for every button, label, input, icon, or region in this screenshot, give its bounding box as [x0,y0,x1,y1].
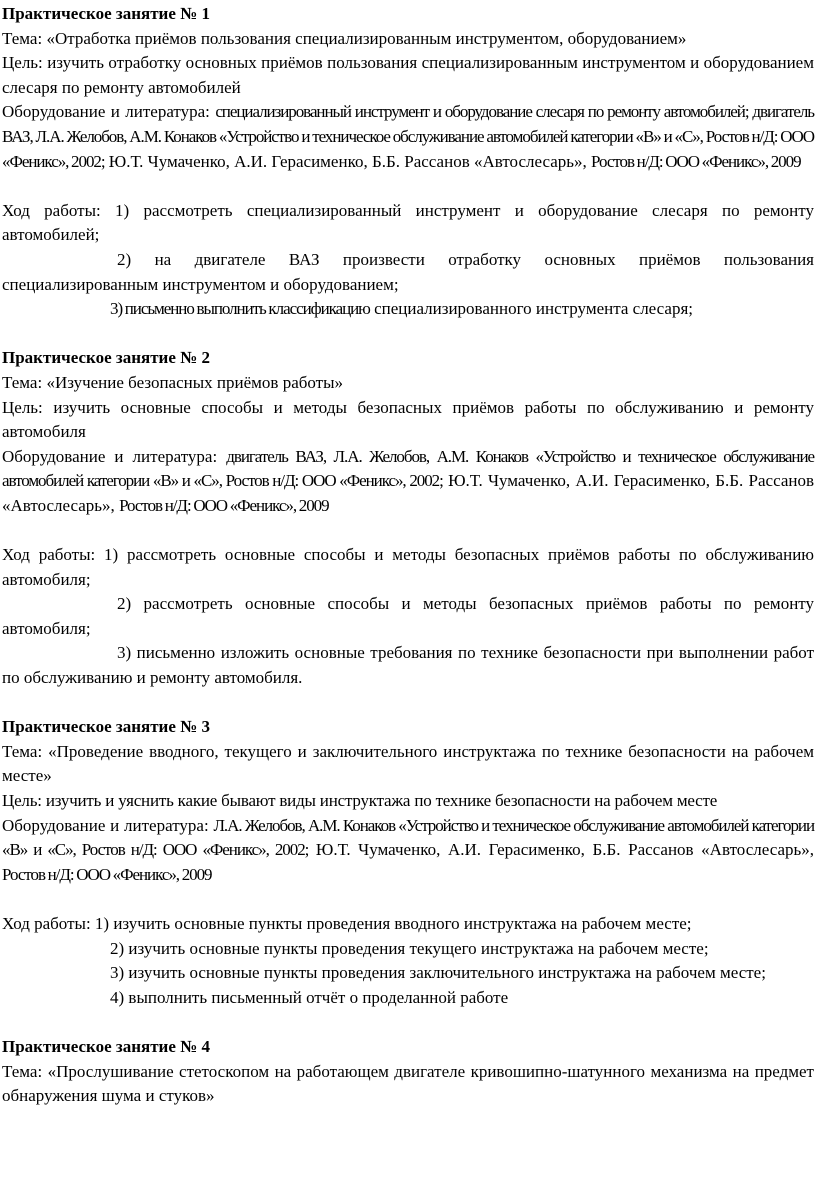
lesson-goal: Цель: изучить и уяснить какие бывают виды инструктажа по технике безопасности на рабочем месте [2,791,718,810]
equipment-label: Оборудование и литература: [2,102,216,122]
lesson-topic: Тема: «Проведение вводного, текущего и заключительного инструктажа по технике безопасности на рабочем месте» [2,741,814,786]
step-text-condensed: 3) письменно выполнить классификацию [110,299,370,319]
lesson-step: Ход работы: 1) изучить основные пункты проведения вводного инструктажа на рабочем месте; [2,913,692,933]
lesson-title: Практическое занятие № 2 [2,348,210,368]
lesson-step [2,297,814,322]
lesson-title: Практическое занятие № 1 [2,4,210,23]
equipment-label: Оборудование и литература: [2,815,214,835]
lesson-1 [2,2,814,322]
step-text: специализированного инструмента слесаря; [369,299,693,319]
lesson-goal: Цель: изучить отработку основных приёмов пользования специализированным инструментом и оборудованием слесаря по ремонту автомобилей [2,53,814,97]
lesson-2 [2,346,814,690]
lesson-equipment [2,100,814,174]
equipment-publisher: Ростов н/Д: ООО «Феникс», 2009 [591,151,801,171]
lesson-step: 2) рассмотреть основные способы и методы безопасных приёмов работы по ремонту автомобиля; [2,594,814,638]
lesson-title: Практическое занятие № 4 [2,1036,210,1056]
lesson-title: Практическое занятие № 3 [2,717,210,737]
lesson-topic: Тема: «Отработка приёмов пользования специализированным инструментом, оборудованием» [2,28,687,48]
equipment-text: двигатель ВАЗ, Л.А. Желобов, А.М. Конаков «Устройство и техническое обслуживание автомобилей категории «В» и «С», Ростов н/Д: ООО «Феникс», 2002; [2,446,814,491]
lesson-step: 2) изучить основные пункты проведения текущего инструктажа на рабочем месте; [110,938,709,958]
lesson-4 [2,1035,814,1109]
lesson-step: 4) выполнить письменный отчёт о проделанной работе [110,987,509,1007]
lesson-equipment [2,445,814,519]
equipment-publisher: Ростов н/Д: ООО «Феникс», 2009 [2,864,212,884]
equipment-text: специализированный инструмент и оборудование слесаря по ремонту автомобилей; двигатель ВАЗ, Л.А. Желобов, А.М. Конаков «Устройство и техническое обслуживание автомобилей категории «В» и «С», Ростов н/Д: ООО «Феникс», 2002; [2,102,814,171]
lesson-goal: Цель: изучить основные способы и методы безопасных приёмов работы по обслуживанию и ремонту автомобиля [2,397,814,442]
lesson-topic: Тема: «Изучение безопасных приёмов работы» [2,372,344,392]
lesson-topic: Тема: «Прослушивание стетоскопом на работающем двигателе кривошипно-шатунного механизма на предмет обнаружения шума и стуков» [2,1061,814,1106]
equipment-book: Ю.Т. Чумаченко, А.И. Герасименко, Б.Б. Рассанов «Автослесарь», [2,471,815,515]
equipment-publisher: Ростов н/Д: ООО «Феникс», 2009 [119,495,329,515]
lesson-step: Ход работы: 1) рассмотреть основные способы и методы безопасных приёмов работы по обслуживанию автомобиля; [2,545,814,589]
lesson-step: 3) изучить основные пункты проведения заключительного инструктажа на рабочем месте; [110,963,766,983]
lesson-equipment [2,814,814,888]
equipment-book: Ю.Т. Чумаченко, А.И. Герасименко, Б.Б. Рассанов «Автослесарь», [308,840,814,860]
equipment-book: Ю.Т. Чумаченко, А.И. Герасименко, Б.Б. Рассанов «Автослесарь», [104,151,592,171]
lesson-step: 2) на двигателе ВАЗ произвести отработку основных приёмов пользования специализированным инструментом и оборудованием; [2,249,814,294]
lesson-3 [2,715,814,1010]
lesson-step: 3) письменно изложить основные требования по технике безопасности при выполнении работ по обслуживанию и ремонту автомобиля. [2,643,814,688]
equipment-label: Оборудование и литература: [2,446,227,466]
lesson-step: Ход работы: 1) рассмотреть специализированный инструмент и оборудование слесаря по ремонту автомобилей; [2,200,814,245]
equipment-text: Л.А. Желобов, А.М. Конаков «Устройство и техническое обслуживание автомобилей категории «В» и «С», Ростов н/Д: ООО «Феникс», 2002; [2,815,814,860]
